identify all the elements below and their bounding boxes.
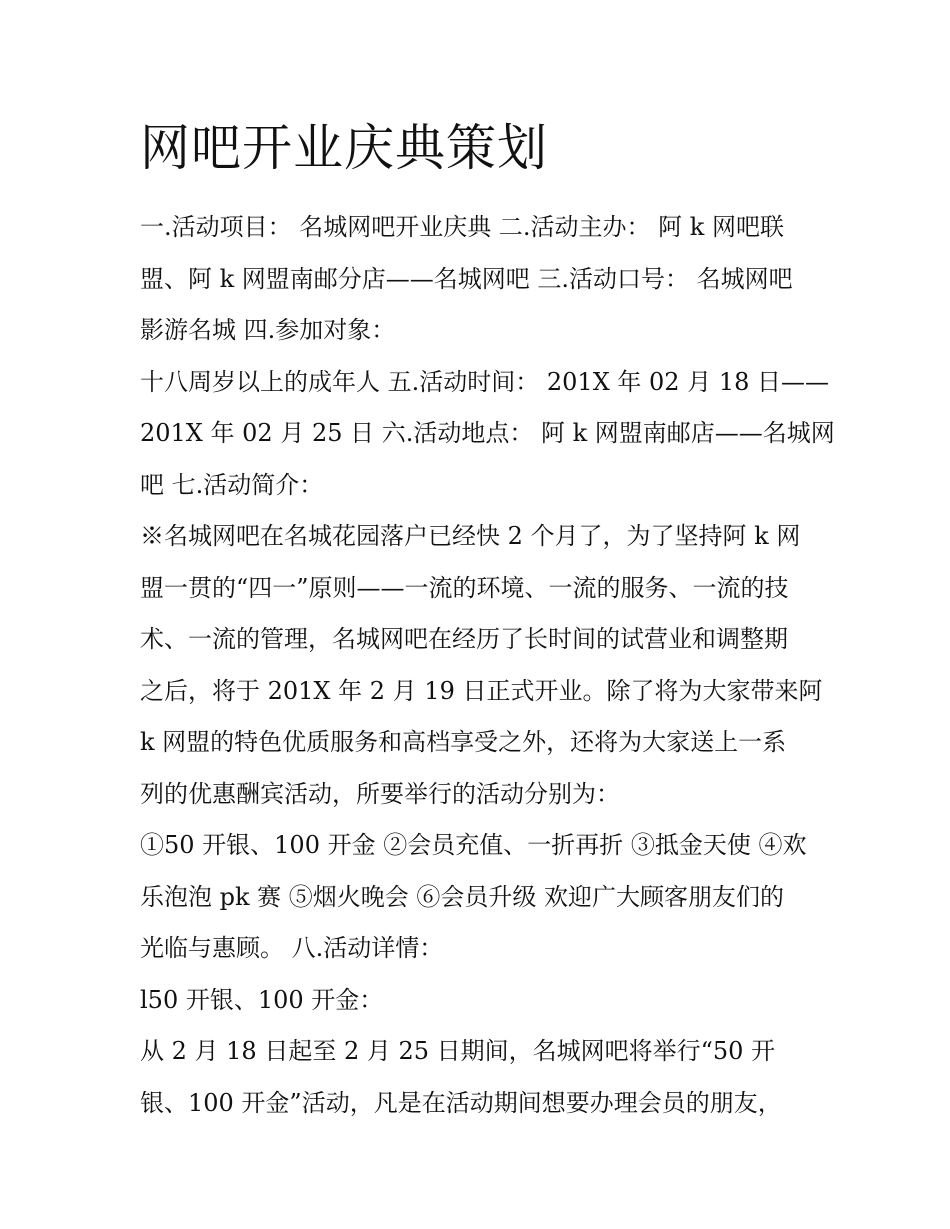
paragraph-time-location <box>140 357 835 512</box>
text-line: 光临与惠顾。 八.活动详情： <box>140 934 444 962</box>
paragraph-introduction <box>140 511 823 820</box>
text-line: 银、100 开金”活动，凡是在活动期间想要办理会员的朋友， <box>140 1088 782 1117</box>
paragraph-activity-detail <box>140 1026 820 1129</box>
text-line: 之后，将于 201X 年 2 月 19 日正式开业。除了将为大家带来阿 <box>140 676 823 705</box>
text-line: 列的优惠酬宾活动，所要举行的活动分别为： <box>140 779 620 808</box>
document-page <box>140 112 835 1129</box>
text-line: 201X 年 02 月 25 日 六.活动地点： 阿 k 网盟南邮店——名城网 <box>140 419 835 447</box>
text-line: l50 开银、100 开金： <box>140 985 384 1014</box>
text-line: 盟、阿 k 网盟南邮分店——名城网吧 三.活动口号： 名城网吧 <box>140 264 793 293</box>
text-line: k 网盟的特色优质服务和高档享受之外，还将为大家送上一系 <box>140 728 787 756</box>
text-line: 盟一贯的“四一”原则——一流的环境、一流的服务、一流的技 <box>140 573 789 602</box>
paragraph-activity-list <box>140 820 820 975</box>
text-line: 从 2 月 18 日起至 2 月 25 日期间，名城网吧将举行“50 开 <box>140 1037 776 1065</box>
text-line: 术、一流的管理，名城网吧在经历了长时间的试营业和调整期 <box>140 625 788 653</box>
document-title: 网吧开业庆典策划 <box>140 119 548 177</box>
text-line: 吧 七.活动简介： <box>140 470 324 499</box>
paragraph-section-heading <box>140 975 820 1027</box>
paragraph-overview <box>140 202 820 357</box>
text-line: 影游名城 四.参加对象： <box>140 316 396 344</box>
text-line: ①50 开银、100 开金 ②会员充值、一折再折 ③抵金天使 ④欢 <box>140 831 807 859</box>
text-line: ※名城网吧在名城花园落户已经快 2 个月了，为了坚持阿 k 网 <box>140 522 801 550</box>
text-line: 一.活动项目： 名城网吧开业庆典 二.活动主办： 阿 k 网吧联 <box>140 213 784 241</box>
text-line: 十八周岁以上的成年人 五.活动时间： 201X 年 02 月 18 日—— <box>140 367 830 396</box>
text-line: 乐泡泡 pk 赛 ⑤烟火晚会 ⑥会员升级 欢迎广大顾客朋友们的 <box>140 882 785 911</box>
